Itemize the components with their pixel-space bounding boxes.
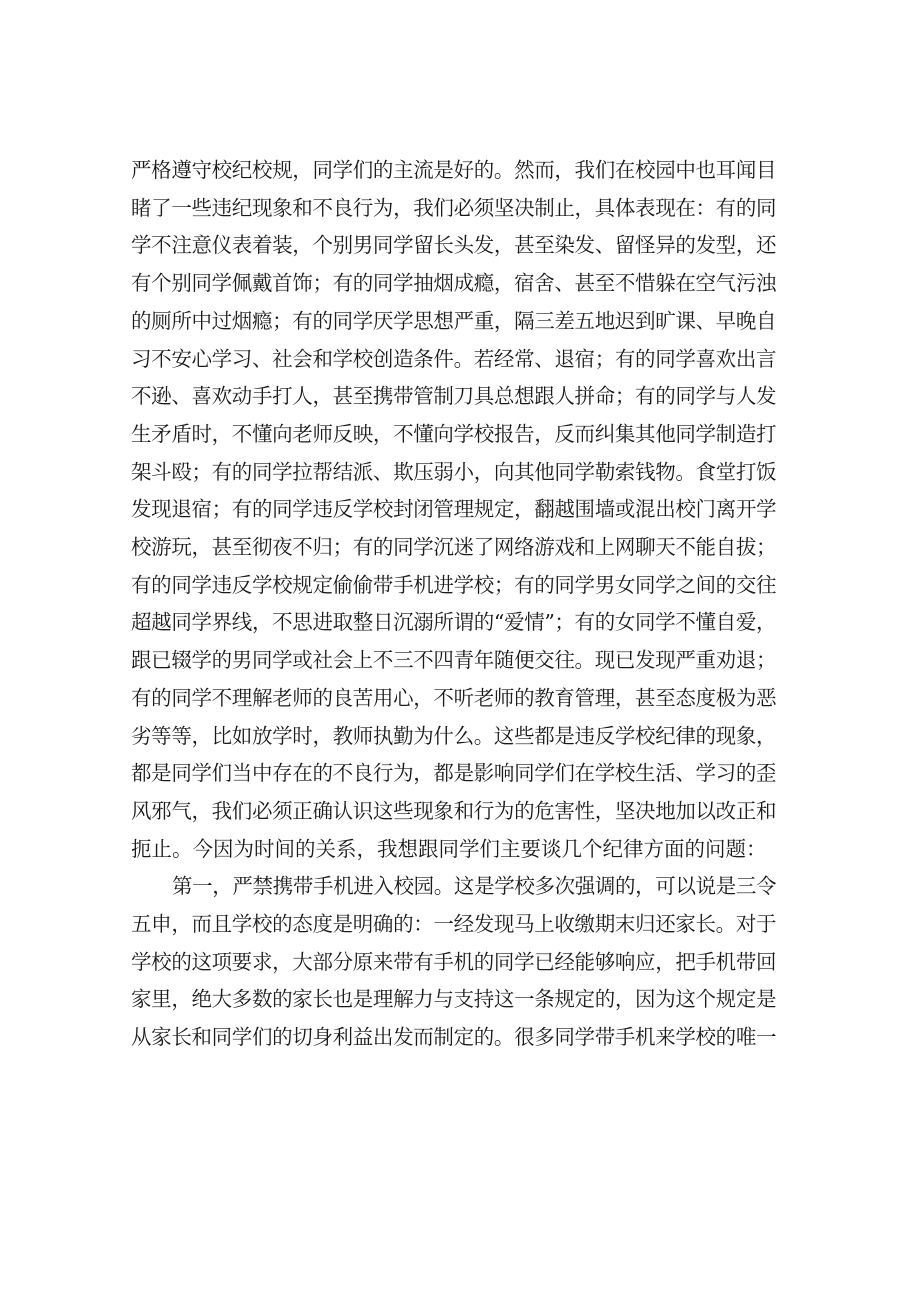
text-line: 有个别同学佩戴首饰；有的同学抽烟成瘾，宿舍、甚至不惜躲在空气污浊 (131, 271, 776, 296)
text-line: 从家长和同学们的切身利益出发而制定的。很多同学带手机来学校的唯一 (131, 1025, 776, 1050)
text-line: 跟已辍学的男同学或社会上不三不四青年随便交往。现已发现严重劝退； (131, 648, 776, 673)
text-line: 五申，而且学校的态度是明确的：一经发现马上收缴期末归还家长。对于 (131, 912, 776, 937)
paragraph-discipline-issues (131, 152, 776, 868)
text-line: 发现退宿；有的同学违反学校封闭管理规定，翻越围墙或混出校门离开学 (131, 497, 776, 522)
text-line: 风邪气，我们必须正确认识这些现象和行为的危害性，坚决地加以改正和 (131, 798, 776, 823)
text-line: 超越同学界线，不思进取整日沉溺所谓的“爱情”；有的女同学不懂自爱， (131, 610, 776, 635)
text-line: 校游玩，甚至彻夜不归；有的同学沉迷了网络游戏和上网聊天不能自拔； (131, 535, 776, 560)
text-line: 第一，严禁携带手机进入校园。这是学校多次强调的，可以说是三令 (172, 874, 776, 899)
text-line: 严格遵守校纪校规，同学们的主流是好的。然而，我们在校园中也耳闻目 (131, 158, 776, 182)
document-page (131, 152, 776, 1057)
text-line: 劣等等，比如放学时，教师执勤为什么。这些都是违反学校纪律的现象， (131, 723, 776, 748)
text-line: 学不注意仪表着装，个别男同学留长头发，甚至染发、留怪异的发型，还 (131, 233, 776, 258)
text-line: 不逊、喜欢动手打人，甚至携带管制刀具总想跟人拼命；有的同学与人发 (131, 384, 776, 409)
text-line: 扼止。今因为时间的关系，我想跟同学们主要谈几个纪律方面的问题： (131, 836, 767, 861)
text-line: 的厕所中过烟瘾；有的同学厌学思想严重，隔三差五地迟到旷课、早晚自 (131, 308, 776, 333)
text-line: 架斗殴；有的同学拉帮结派、欺压弱小，向其他同学勒索钱物。食堂打饭 (131, 459, 776, 484)
paragraph-phone-ban (131, 868, 776, 1057)
text-line: 都是同学们当中存在的不良行为，都是影响同学们在学校生活、学习的歪 (131, 761, 776, 786)
text-line: 家里，绝大多数的家长也是理解力与支持这一条规定的，因为这个规定是 (131, 987, 776, 1012)
text-line: 学校的这项要求，大部分原来带有手机的同学已经能够响应，把手机带回 (131, 949, 776, 974)
text-line: 生矛盾时，不懂向老师反映，不懂向学校报告，反而纠集其他同学制造打 (131, 421, 776, 446)
text-line: 习不安心学习、社会和学校创造条件。若经常、退宿；有的同学喜欢出言 (131, 346, 776, 371)
text-line: 有的同学违反学校规定偷偷带手机进学校；有的同学男女同学之间的交往 (131, 572, 776, 597)
text-line: 睹了一些违纪现象和不良行为，我们必须坚决制止，具体表现在：有的同 (131, 195, 776, 220)
text-line: 有的同学不理解老师的良苦用心，不听老师的教育管理，甚至态度极为恶 (131, 685, 776, 710)
